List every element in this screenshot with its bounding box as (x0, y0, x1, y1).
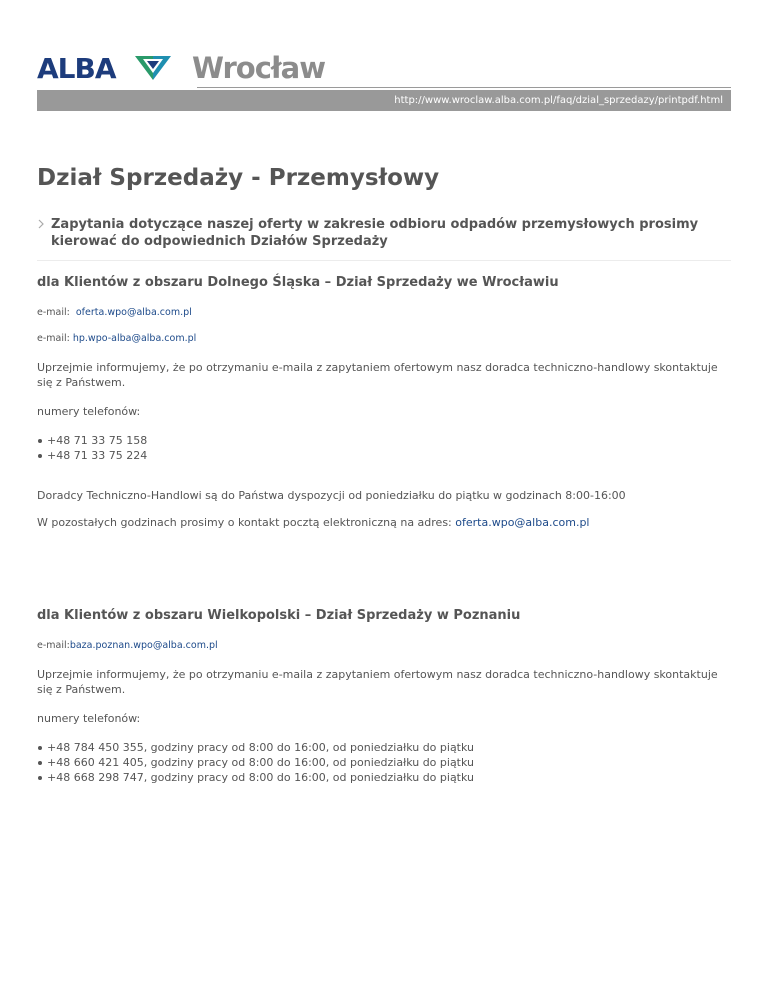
phone-number: +48 71 33 75 224 (47, 449, 148, 462)
wroclaw-email-line-1 (37, 306, 731, 320)
wroclaw-phone-list (37, 433, 731, 463)
page-title: Dział Sprzedaży - Przemysłowy (37, 165, 440, 191)
wroclaw-email-line-2 (37, 332, 731, 346)
bullet-icon (38, 776, 42, 780)
poznan-email-line (37, 639, 731, 653)
chevron-right-icon (37, 219, 45, 229)
bullet-icon (38, 761, 42, 765)
list-item (37, 740, 731, 755)
phone-number: +48 668 298 747, godziny pracy od 8:00 do 16:00, od poniedziałku do piątku (47, 771, 474, 784)
poznan-phone-list (37, 740, 731, 785)
bullet-icon (38, 454, 42, 458)
list-item (37, 448, 731, 463)
header-divider (197, 87, 731, 88)
page-url: http://www.wroclaw.alba.com.pl/faq/dzial_sprzedazy/printpdf.html (37, 90, 731, 111)
alba-logo-icon (135, 54, 171, 82)
email-label: e-mail: (37, 307, 70, 318)
intro-block (37, 216, 731, 261)
header (37, 52, 731, 112)
poznan-email-link[interactable]: baza.poznan.wpo@alba.com.pl (69, 640, 218, 651)
wroclaw-email-link-2[interactable]: hp.wpo-alba@alba.com.pl (72, 333, 197, 344)
wroclaw-contact (37, 515, 731, 530)
contact-text: W pozostałych godzinach prosimy o kontakt pocztą elektroniczną na adres: (37, 516, 452, 529)
wroclaw-hours: Doradcy Techniczno-Handlowi są do Państwa dyspozycji od poniedziałku do piątku w godzinach 8:00-16:00 (37, 489, 626, 502)
phone-number: +48 784 450 355, godziny pracy od 8:00 do 16:00, od poniedziałku do piątku (47, 741, 474, 754)
bullet-icon (38, 746, 42, 750)
email-label: e-mail: (37, 640, 70, 651)
logo-brand: ALBA (37, 52, 116, 85)
list-item (37, 433, 731, 448)
wroclaw-email-link-1[interactable]: oferta.wpo@alba.com.pl (75, 307, 192, 318)
wroclaw-contact-email-link[interactable]: oferta.wpo@alba.com.pl (455, 516, 590, 529)
list-item (37, 770, 731, 785)
wroclaw-heading: dla Klientów z obszaru Dolnego Śląska – Dział Sprzedaży we Wrocławiu (37, 275, 559, 290)
list-item (37, 755, 731, 770)
logo-city: Wrocław (192, 51, 326, 85)
wroclaw-phones-label: numery telefonów: (37, 405, 141, 418)
intro-text: Zapytania dotyczące naszej oferty w zakresie odbioru odpadów przemysłowych prosimy kierować do odpowiednich Działów Sprzedaży (51, 217, 699, 249)
bullet-icon (38, 439, 42, 443)
phone-number: +48 71 33 75 158 (47, 434, 148, 447)
wroclaw-info: Uprzejmie informujemy, że po otrzymaniu e-maila z zapytaniem ofertowym nasz doradca techniczno-handlowy skontaktuje się z Państwem. (37, 361, 718, 389)
poznan-heading: dla Klientów z obszaru Wielkopolski – Dział Sprzedaży w Poznaniu (37, 608, 521, 623)
phone-number: +48 660 421 405, godziny pracy od 8:00 do 16:00, od poniedziałku do piątku (47, 756, 474, 769)
email-label: e-mail: (37, 333, 70, 344)
poznan-phones-label: numery telefonów: (37, 712, 141, 725)
poznan-info: Uprzejmie informujemy, że po otrzymaniu e-maila z zapytaniem ofertowym nasz doradca techniczno-handlowy skontaktuje się z Państwem. (37, 668, 718, 696)
logo[interactable] (37, 52, 731, 88)
main-content (37, 160, 731, 785)
